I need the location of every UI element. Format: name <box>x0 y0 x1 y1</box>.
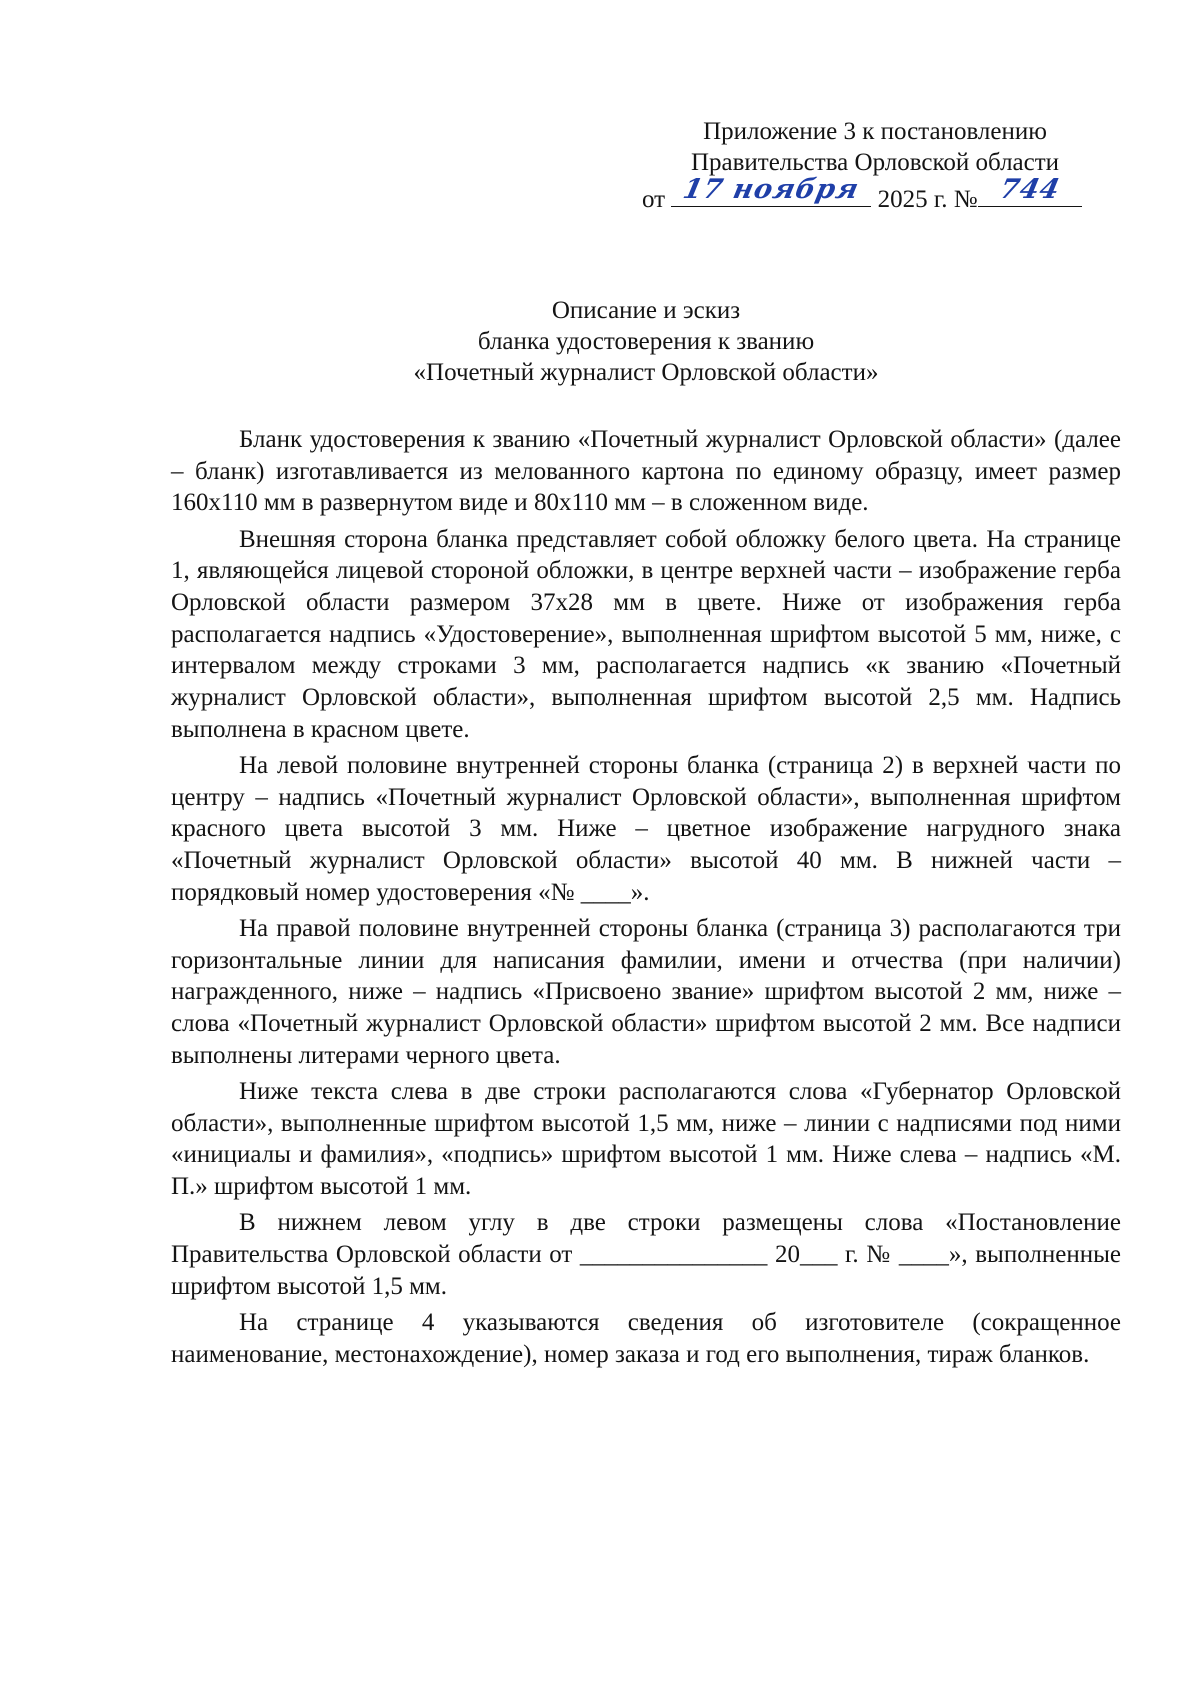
appendix-date-line <box>640 174 1110 215</box>
appendix-header <box>640 116 1110 215</box>
body-paragraph-2: Внешняя сторона бланка представляет собой обложку белого цвета. На странице 1, являющейся лицевой стороной обложки, в центре верхней части – изображение герба Орловской области размером 37х28 мм в цвете. Ниже от изображения герба располагается надпись «Удостоверение», выполненная шрифтом высотой 5 мм, ниже, с интервалом между строками 3 мм, располагается надпись «к званию «Почетный журналист Орловской области», выполненная шрифтом высотой 2,5 мм. Надпись выполнена в красном цвете. <box>171 525 1121 743</box>
date-prefix: от <box>642 186 672 213</box>
title-line-3: «Почетный журналист Орловской области» <box>413 359 879 386</box>
body-paragraph-1: Бланк удостоверения к званию «Почетный журналист Орловской области» (далее – бланк) изготавливается из мелованного картона по единому образцу, имеет размер 160х110 мм в развернутом виде и 80х110 мм – в сложенном виде. <box>171 426 1121 517</box>
body-paragraph-4: На правой половине внутренней стороны бланка (страница 3) располагаются три горизонтальные линии для написания фамилии, имени и отчества (при наличии) награжденного, ниже – надпись «Присвоено звание» шрифтом высотой 2 мм, ниже – слова «Почетный журналист Орловской области» шрифтом высотой 2 мм. Все надписи выполнены литерами черного цвета. <box>171 915 1121 1069</box>
body-paragraph-7: На странице 4 указываются сведения об изготовителе (сокращенное наименование, местонахождение), номер заказа и год его выполнения, тираж бланков. <box>171 1308 1121 1368</box>
title-line-2: бланка удостоверения к званию <box>477 328 815 355</box>
handwritten-date-field <box>671 174 871 207</box>
document-title <box>171 295 1121 388</box>
handwritten-date: 17 ноября <box>680 174 863 205</box>
body-paragraph-3: На левой половине внутренней стороны бланка (страница 2) в верхней части по центру – надпись «Почетный журналист Орловской области», выполненная шрифтом красного цвета высотой 3 мм. Ниже – цветное изображение нагрудного знака «Почетный журналист Орловской области» высотой 40 мм. В нижней части – порядковый номер удостоверения «№ ____». <box>171 752 1121 906</box>
document-body <box>171 424 1121 1375</box>
handwritten-number: 744 <box>996 174 1063 205</box>
appendix-line-2: Правительства Орловской области <box>690 149 1060 176</box>
appendix-line-1: Приложение 3 к постановлению <box>703 118 1047 145</box>
year-text: 2025 г. № <box>871 186 978 213</box>
body-paragraph-5: Ниже текста слева в две строки располагаются слова «Губернатор Орловской области», выполненные шрифтом высотой 1,5 мм, ниже – линии с надписями под ними «инициалы и фамилия», «подпись» шрифтом высотой 1 мм. Ниже слева – надпись «М. П.» шрифтом высотой 1 мм. <box>171 1078 1121 1201</box>
handwritten-number-field <box>978 174 1082 207</box>
title-line-1: Описание и эскиз <box>551 297 741 324</box>
body-paragraph-6: В нижнем левом углу в две строки размещены слова «Постановление Правительства Орловской области от _______________ 20___ г. № ____», выполненные шрифтом высотой 1,5 мм. <box>171 1209 1121 1300</box>
